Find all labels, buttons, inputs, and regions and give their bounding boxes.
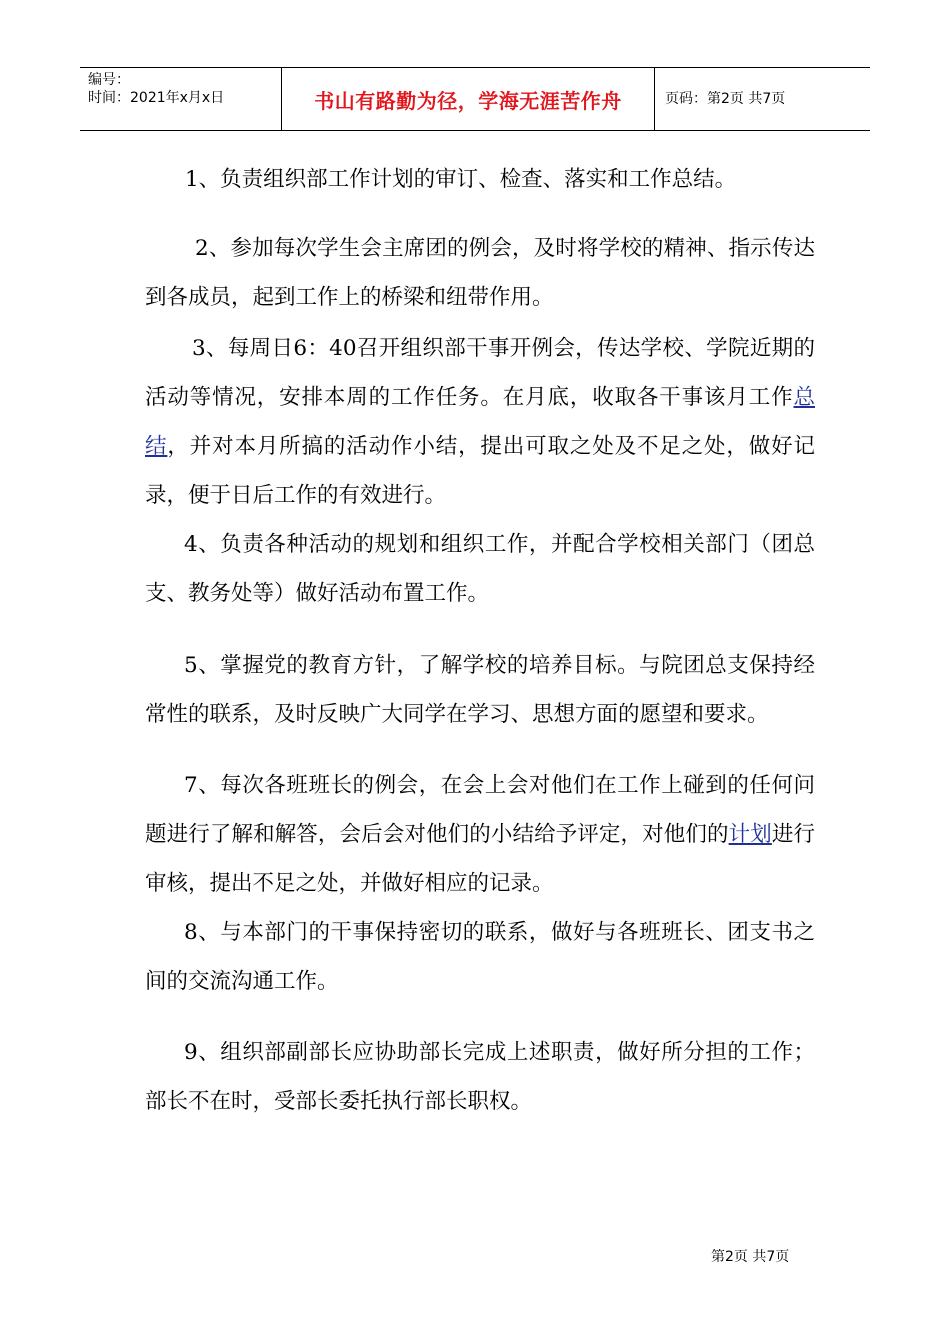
paragraph-1: 1、负责组织部工作计划的审订、检查、落实和工作总结。 [185,167,737,192]
footer-page-number: 第2页 共7页 [711,1249,790,1265]
document-date-label: 时间：2021年x月x日 [88,90,225,106]
document-header [80,67,870,131]
header-page-cell [655,68,870,130]
header-page-number: 页码：第2页 共7页 [665,91,786,107]
paragraph-9: 9、组织部副部长应协助部长完成上述职责，做好所分担的工作；部长不在时，受部长委托执行部长职权。 [145,1040,815,1114]
paragraph-2: 2、参加每次学生会主席团的例会，及时将学校的精神、指示传达到各成员，起到工作上的桥梁和纽带作用。 [145,236,815,310]
header-motto: 书山有路勤为径，学海无涯苦作舟 [314,88,622,113]
plan-link[interactable]: 计划 [728,822,772,847]
header-motto-cell [282,68,655,130]
paragraph-8: 8、与本部门的干事保持密切的联系，做好与各班班长、团支书之间的交流沟通工作。 [145,920,815,994]
paragraph-4: 4、负责各种活动的规划和组织工作，并配合学校相关部门（团总支、教务处等）做好活动布置工作。 [145,532,815,606]
paragraph-5: 5、掌握党的教育方针，了解学校的培养目标。与院团总支保持经常性的联系，及时反映广大同学在学习、思想方面的愿望和要求。 [145,653,815,727]
paragraph-3: 3、每周日6：40召开组织部干事开例会，传达学校、学院近期的活动等情况，安排本周的工作任务。在月底，收取各干事该月工作总结，并对本月所搞的活动作小结，提出可取之处及不足之处，做好记录，便于日后工作的有效进行。 [145,336,815,508]
paragraph-7: 7、每次各班班长的例会，在会上会对他们在工作上碰到的任何问题进行了解和解答，会后会对他们的小结给予评定，对他们的计划进行审核，提出不足之处，并做好相应的记录。 [145,773,815,896]
document-body [145,155,815,1126]
header-info-cell [80,68,282,130]
summary-link[interactable]: 总结 [145,385,815,459]
document-number-label: 编号： [88,72,130,88]
